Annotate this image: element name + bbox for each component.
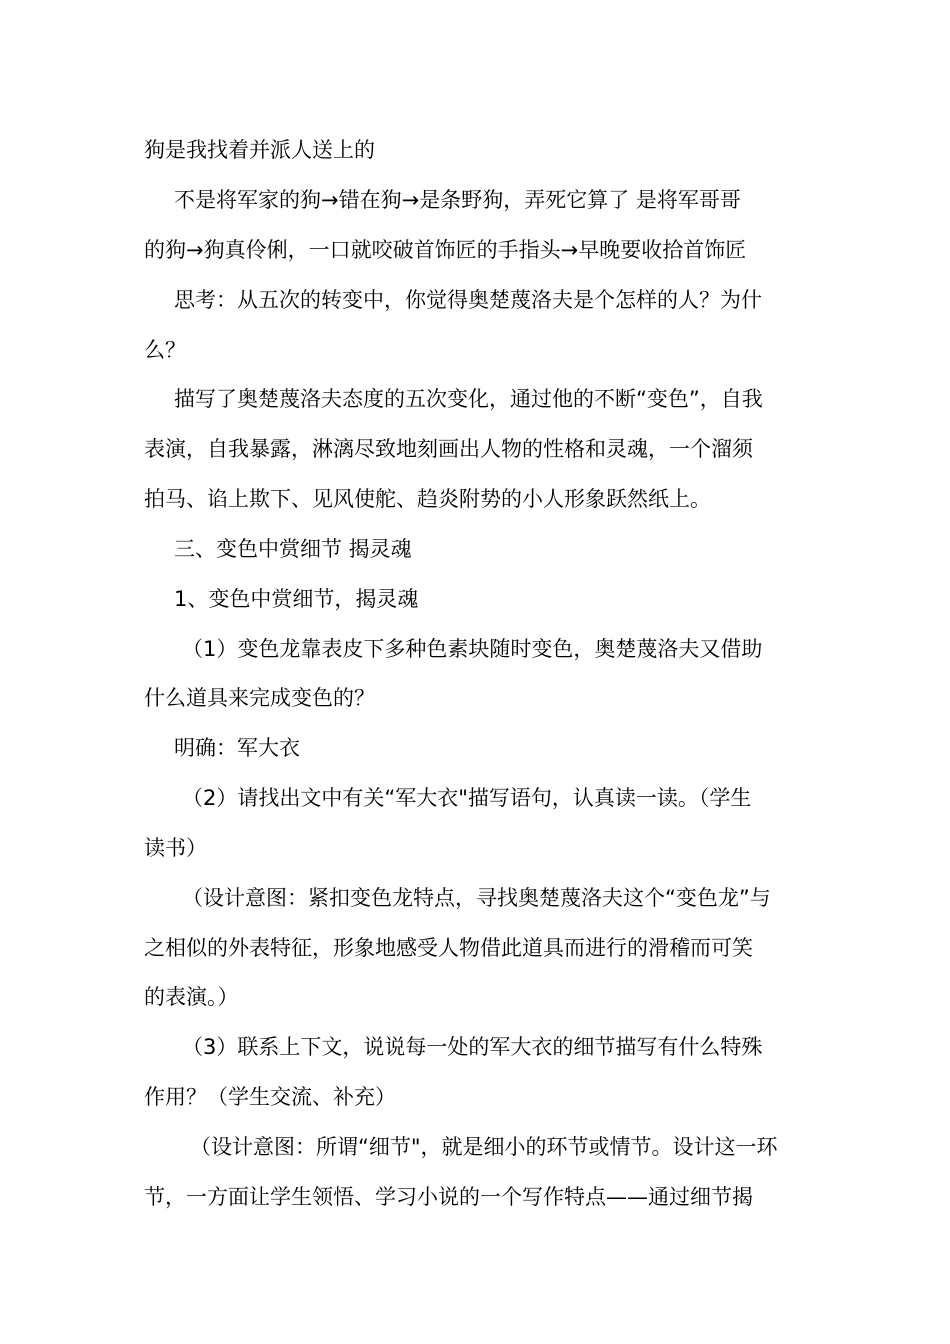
paragraph-line: 节，一方面让学生领悟、学习小说的一个写作特点——通过细节揭 xyxy=(144,1185,753,1209)
paragraph-line: （3）联系上下文，说说每一处的军大衣的细节描写有什么特殊 xyxy=(182,1035,763,1059)
paragraph-line: 的狗→狗真伶俐，一口就咬破首饰匠的手指头→早晚要收拾首饰匠 xyxy=(144,238,747,262)
paragraph-line: 的表演。） xyxy=(144,985,239,1009)
paragraph-line: 么？ xyxy=(144,338,186,362)
paragraph-line: （2）请找出文中有关“军大衣"描写语句，认真读一读。（学生 xyxy=(182,786,752,810)
paragraph-line: 思考：从五次的转变中，你觉得奥楚蔑洛夫是个怎样的人？为什 xyxy=(174,288,762,312)
paragraph-line: 什么道具来完成变色的？ xyxy=(144,686,375,710)
paragraph-line: 之相似的外表特征，形象地感受人物借此道具而进行的滑稽而可笑 xyxy=(144,936,753,960)
section-heading: 三、变色中赏细节 揭灵魂 xyxy=(174,537,412,561)
paragraph-line: 拍马、谄上欺下、见风使舵、趋炎附势的小人形象跃然纸上。 xyxy=(144,487,711,511)
paragraph-line: 读书） xyxy=(144,836,207,860)
paragraph-line: （1）变色龙靠表皮下多种色素块随时变色，奥楚蔑洛夫又借助 xyxy=(182,637,763,661)
paragraph-line: （设计意图：所谓“细节"，就是细小的环节或情节。设计这一环 xyxy=(190,1135,778,1159)
paragraph-line: 明确：军大衣 xyxy=(174,736,300,760)
paragraph-line: 不是将军家的狗→错在狗→是条野狗，弄死它算了 是将军哥哥 xyxy=(174,188,741,212)
subsection-heading: 1、变色中赏细节，揭灵魂 xyxy=(174,587,419,611)
paragraph-line: 狗是我找着并派人送上的 xyxy=(144,138,375,162)
paragraph-line: 作用？（学生交流、补充） xyxy=(144,1085,396,1109)
paragraph-line: 表演，自我暴露，淋漓尽致地刻画出人物的性格和灵魂，一个溜须 xyxy=(144,437,753,461)
paragraph-line: 描写了奥楚蔑洛夫态度的五次变化，通过他的不断“变色”，自我 xyxy=(174,387,763,411)
paragraph-line: （设计意图：紧扣变色龙特点，寻找奥楚蔑洛夫这个“变色龙”与 xyxy=(182,886,771,910)
